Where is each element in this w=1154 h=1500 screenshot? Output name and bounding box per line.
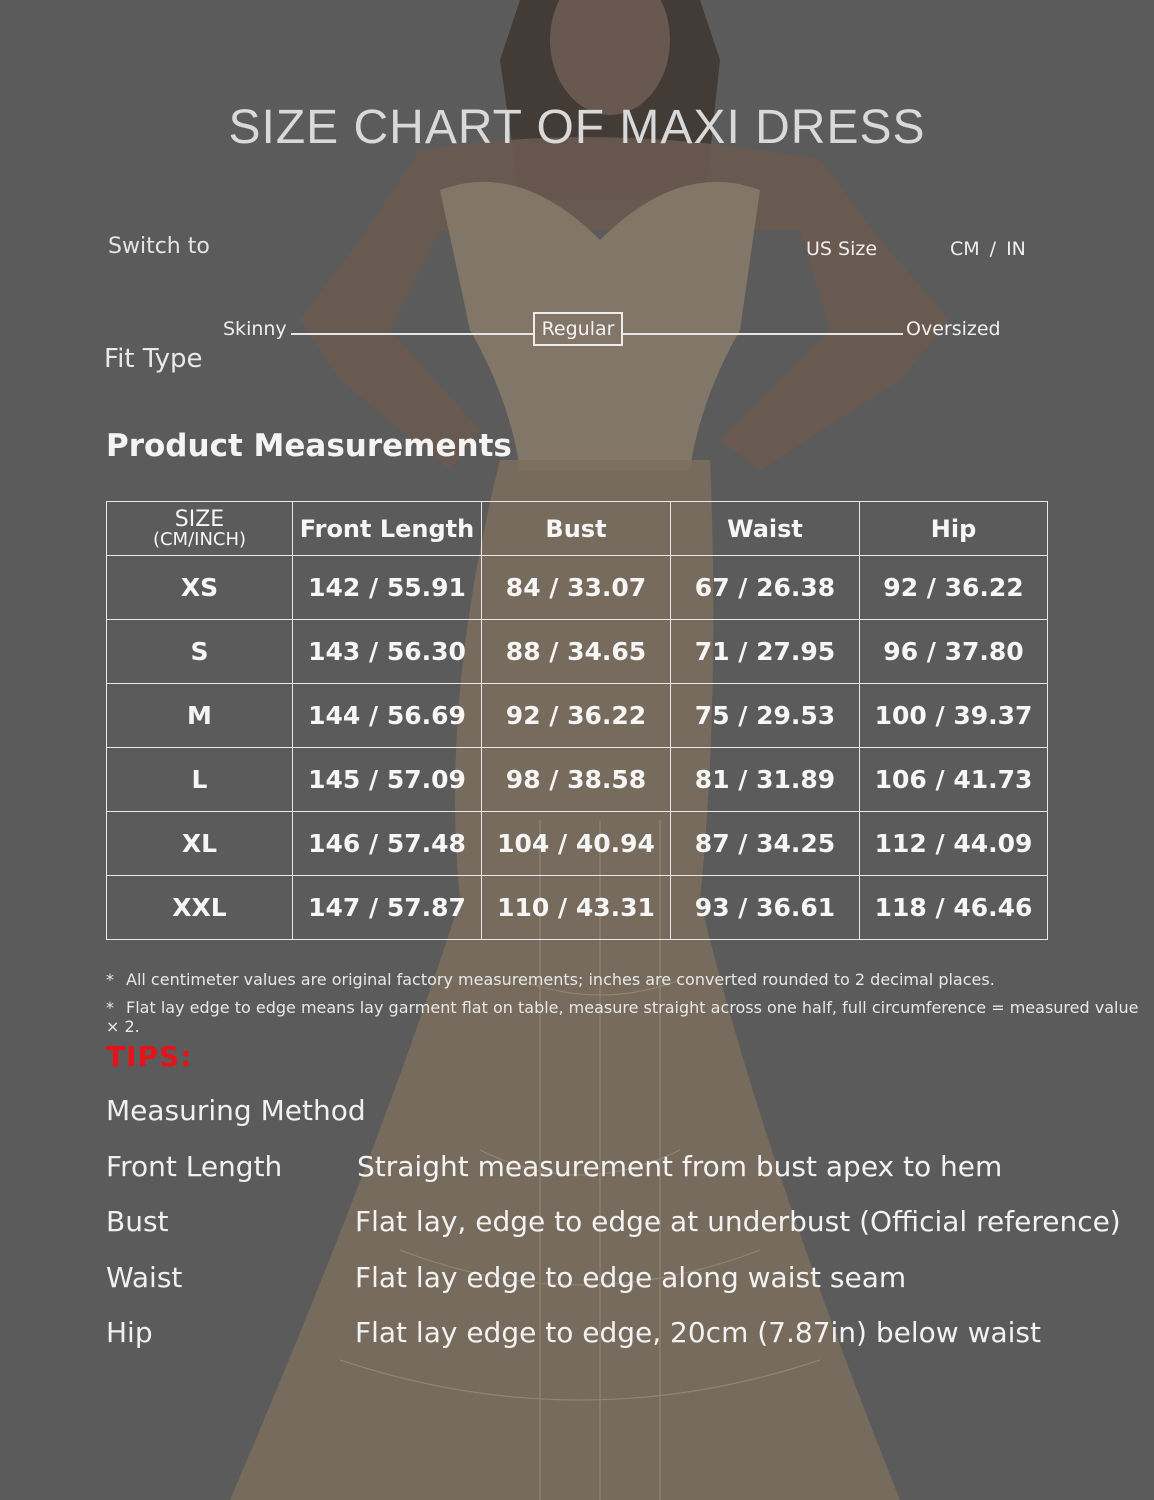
cell-front-length: 142 / 55.91 bbox=[293, 556, 482, 620]
method-desc-waist: Flat lay edge to edge along waist seam bbox=[355, 1261, 907, 1294]
cell-front-length: 144 / 56.69 bbox=[293, 684, 482, 748]
header-size-sub: (CM/INCH) bbox=[152, 528, 247, 550]
table-header-row bbox=[107, 502, 1048, 556]
unit-cm-option[interactable]: CM bbox=[950, 238, 980, 260]
cell-bust: 110 / 43.31 bbox=[482, 876, 671, 940]
cell-hip: 96 / 37.80 bbox=[860, 620, 1048, 684]
cell-size: M bbox=[107, 684, 293, 748]
table-row bbox=[107, 684, 1048, 748]
header-size bbox=[107, 502, 293, 556]
cell-waist: 71 / 27.95 bbox=[671, 620, 860, 684]
header-size-main: SIZE bbox=[174, 506, 225, 532]
cell-front-length: 143 / 56.30 bbox=[293, 620, 482, 684]
table-row bbox=[107, 812, 1048, 876]
cell-front-length: 145 / 57.09 bbox=[293, 748, 482, 812]
table-row bbox=[107, 876, 1048, 940]
header-waist: Waist bbox=[671, 502, 860, 556]
header-bust: Bust bbox=[482, 502, 671, 556]
cell-waist: 87 / 34.25 bbox=[671, 812, 860, 876]
cell-bust: 84 / 33.07 bbox=[482, 556, 671, 620]
page-title: SIZE CHART OF MAXI DRESS bbox=[228, 101, 926, 154]
cell-size: S bbox=[107, 620, 293, 684]
footnote-2 bbox=[106, 998, 1154, 1036]
fit-type-title: Fit Type bbox=[104, 344, 203, 374]
tips-label: TIPS: bbox=[106, 1040, 193, 1073]
table-row bbox=[107, 620, 1048, 684]
cell-size: XL bbox=[107, 812, 293, 876]
cell-waist: 67 / 26.38 bbox=[671, 556, 860, 620]
header-hip: Hip bbox=[860, 502, 1048, 556]
method-desc-front-length: Straight measurement from bust apex to hem bbox=[357, 1150, 1003, 1183]
cell-size: L bbox=[107, 748, 293, 812]
cell-bust: 88 / 34.65 bbox=[482, 620, 671, 684]
cell-waist: 75 / 29.53 bbox=[671, 684, 860, 748]
unit-toggle[interactable] bbox=[950, 238, 1036, 260]
method-desc-hip: Flat lay edge to edge, 20cm (7.87in) below waist bbox=[355, 1316, 1041, 1349]
cell-front-length: 146 / 57.48 bbox=[293, 812, 482, 876]
product-measurements-title: Product Measurements bbox=[106, 428, 512, 464]
cell-hip: 92 / 36.22 bbox=[860, 556, 1048, 620]
fit-regular-marker: Regular bbox=[533, 312, 623, 346]
fit-scale-line-right bbox=[623, 333, 903, 335]
cell-bust: 92 / 36.22 bbox=[482, 684, 671, 748]
cell-front-length: 147 / 57.87 bbox=[293, 876, 482, 940]
cell-size: XS bbox=[107, 556, 293, 620]
header-front-length: Front Length bbox=[293, 502, 482, 556]
footnote-marker: * bbox=[106, 998, 114, 1017]
cell-hip: 118 / 46.46 bbox=[860, 876, 1048, 940]
fit-scale-line-left bbox=[291, 333, 533, 335]
method-label-hip: Hip bbox=[106, 1316, 153, 1349]
cell-bust: 98 / 38.58 bbox=[482, 748, 671, 812]
footnote-text: All centimeter values are original factory measurements; inches are converted rounded to 2 decimal places. bbox=[126, 970, 995, 989]
table-row bbox=[107, 556, 1048, 620]
unit-in-option[interactable]: IN bbox=[1006, 238, 1026, 260]
footnote-1 bbox=[106, 970, 995, 989]
cell-hip: 100 / 39.37 bbox=[860, 684, 1048, 748]
cell-hip: 112 / 44.09 bbox=[860, 812, 1048, 876]
cell-waist: 81 / 31.89 bbox=[671, 748, 860, 812]
cell-bust: 104 / 40.94 bbox=[482, 812, 671, 876]
us-size-option[interactable]: US Size bbox=[806, 238, 878, 260]
unit-separator: / bbox=[989, 238, 997, 260]
cell-waist: 93 / 36.61 bbox=[671, 876, 860, 940]
fit-skinny-label: Skinny bbox=[223, 318, 287, 340]
cell-hip: 106 / 41.73 bbox=[860, 748, 1048, 812]
size-table bbox=[106, 501, 1048, 940]
method-label-front-length: Front Length bbox=[106, 1150, 283, 1183]
method-label-bust: Bust bbox=[106, 1205, 169, 1238]
switch-label: Switch to bbox=[108, 234, 210, 259]
method-label-waist: Waist bbox=[106, 1261, 183, 1294]
table-row bbox=[107, 748, 1048, 812]
method-desc-bust: Flat lay, edge to edge at underbust (Official reference) bbox=[355, 1205, 1121, 1238]
footnote-text: Flat lay edge to edge means lay garment flat on table, measure straight across one half, full circumference = measured value × 2. bbox=[106, 998, 1139, 1036]
cell-size: XXL bbox=[107, 876, 293, 940]
measuring-method-title: Measuring Method bbox=[106, 1094, 366, 1127]
footnote-marker: * bbox=[106, 970, 114, 989]
fit-oversized-label: Oversized bbox=[906, 318, 1001, 340]
